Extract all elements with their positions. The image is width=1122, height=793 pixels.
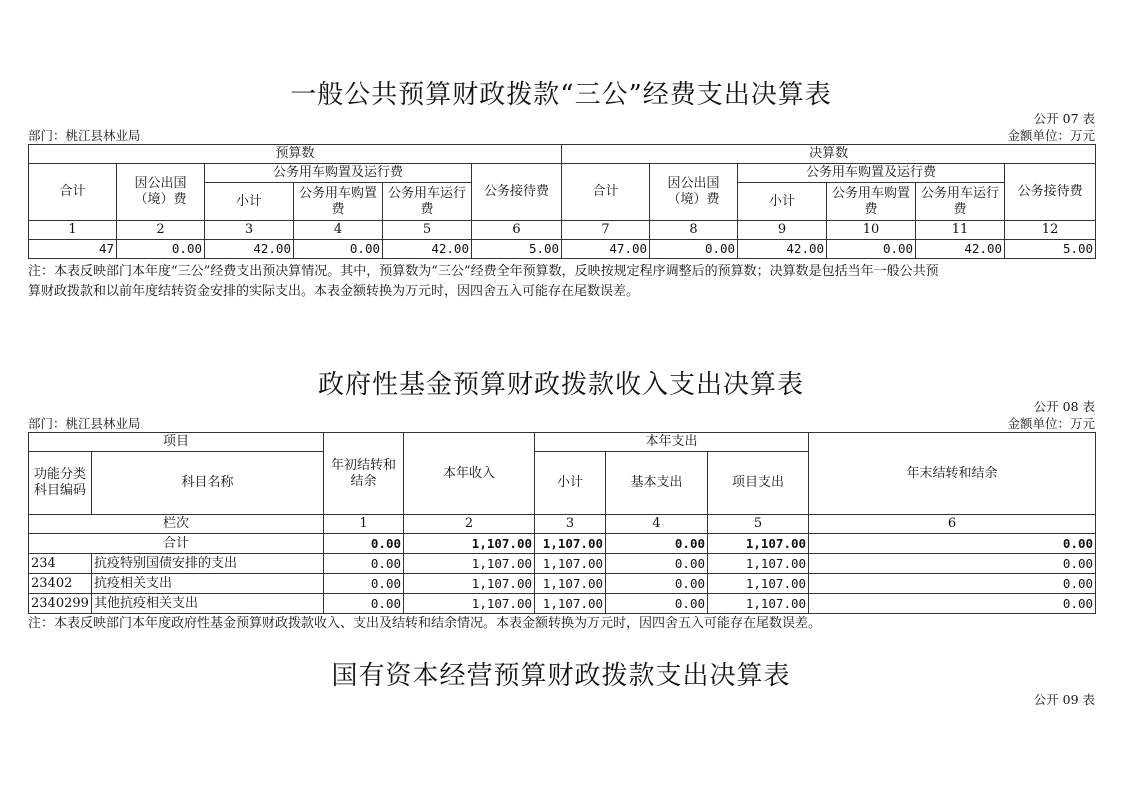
- col-number: 2: [117, 221, 205, 240]
- table07-dept: 部门：桃江县林业局: [28, 128, 141, 143]
- value-cell: 0.00: [606, 574, 708, 594]
- row-code: 23402: [29, 574, 92, 594]
- table09-code: 公开 09 表: [1033, 692, 1095, 707]
- hdr-reception: 公务接待费: [1005, 164, 1096, 221]
- col-number: 2: [404, 515, 535, 534]
- value-cell: 1,107.00: [708, 574, 809, 594]
- value-cell: 0.00: [294, 240, 383, 259]
- value-cell: 0.00: [606, 534, 708, 554]
- hdr-purchase: 公务用车购置费: [294, 183, 383, 221]
- col-number: 4: [606, 515, 708, 534]
- hdr-income: 本年收入: [404, 433, 535, 515]
- hdr-subtotal: 小计: [738, 183, 827, 221]
- row-name: 抗疫相关支出: [92, 574, 324, 594]
- col-number: 3: [205, 221, 294, 240]
- value-cell: 0.00: [606, 554, 708, 574]
- value-cell: 0.00: [324, 554, 404, 574]
- table07-note: [28, 262, 1098, 302]
- value-cell: 5.00: [1005, 240, 1096, 259]
- value-cell: 0.00: [606, 594, 708, 614]
- hdr-abroad: 因公出国（境）费: [650, 164, 738, 221]
- hdr-operation: 公务用车运行费: [383, 183, 472, 221]
- table08-code: 公开 08 表: [1033, 399, 1095, 414]
- col-number: 1: [324, 515, 404, 534]
- hdr-subtotal: 小计: [535, 452, 606, 515]
- table-row: [29, 594, 1096, 614]
- table08-title: 政府性基金预算财政拨款收入支出决算表: [317, 370, 804, 400]
- row-code: 234: [29, 554, 92, 574]
- value-cell: 42.00: [738, 240, 827, 259]
- hdr-reception: 公务接待费: [472, 164, 562, 221]
- hdr-name: 科目名称: [92, 452, 324, 515]
- group-final: 决算数: [562, 145, 1096, 164]
- value-cell: 42.00: [916, 240, 1005, 259]
- table-row-total: [29, 534, 1096, 554]
- col-number: 4: [294, 221, 383, 240]
- table07-code: 公开 07 表: [1033, 111, 1095, 126]
- row-name: 抗疫特别国债安排的支出: [92, 554, 324, 574]
- group-budget: 预算数: [29, 145, 562, 164]
- value-cell: 1,107.00: [404, 534, 535, 554]
- table-row: [29, 574, 1096, 594]
- col-number: 11: [916, 221, 1005, 240]
- hdr-code: 功能分类科目编码: [29, 452, 92, 515]
- table08-unit: 金额单位：万元: [1007, 416, 1095, 431]
- table08: [28, 432, 1096, 614]
- hdr-vehicle: 公务用车购置及运行费: [738, 164, 1005, 183]
- table07-title: 一般公共预算财政拨款“三公”经费支出决算表: [290, 80, 832, 110]
- row-name: 合计: [29, 534, 324, 554]
- col-number: 8: [650, 221, 738, 240]
- hdr-basic: 基本支出: [606, 452, 708, 515]
- col-number: 1: [29, 221, 117, 240]
- table07-unit: 金额单位：万元: [1007, 128, 1095, 143]
- hdr-subtotal: 小计: [205, 183, 294, 221]
- hdr-item: 项目: [29, 433, 324, 452]
- table07-note-line1: 注：本表反映部门本年度“三公”经费支出预决算情况。其中，预算数为“三公”经费全年预算数，反映按规定程序调整后的预算数；决算数是包括当年一般公共预: [28, 264, 939, 279]
- value-cell: 47: [29, 240, 117, 259]
- value-cell: 0.00: [809, 554, 1096, 574]
- table08-note: 注：本表反映部门本年度政府性基金预算财政拨款收入、支出及结转和结余情况。本表金额转换为万元时，因四舍五入可能存在尾数误差。: [28, 616, 822, 631]
- value-cell: 0.00: [324, 574, 404, 594]
- row-code: 2340299: [29, 594, 92, 614]
- col-number: 3: [535, 515, 606, 534]
- value-cell: 42.00: [205, 240, 294, 259]
- value-cell: 0.00: [809, 534, 1096, 554]
- col-number: 6: [472, 221, 562, 240]
- hdr-begin: 年初结转和结余: [324, 433, 404, 515]
- col-number: 7: [562, 221, 650, 240]
- value-cell: 1,107.00: [535, 554, 606, 574]
- col-number: 9: [738, 221, 827, 240]
- hdr-purchase: 公务用车购置费: [827, 183, 916, 221]
- table07-note-line2: 算财政拨款和以前年度结转资金安排的实际支出。本表金额转换为万元时，因四舍五入可能存在尾数误差。: [28, 284, 640, 299]
- value-cell: 0.00: [324, 594, 404, 614]
- value-cell: 0.00: [324, 534, 404, 554]
- row-name: 其他抗疫相关支出: [92, 594, 324, 614]
- col-number: 5: [383, 221, 472, 240]
- value-cell: 0.00: [827, 240, 916, 259]
- table-row: [29, 554, 1096, 574]
- hdr-total: 合计: [562, 164, 650, 221]
- value-cell: 1,107.00: [708, 534, 809, 554]
- value-cell: 1,107.00: [708, 594, 809, 614]
- value-cell: 0.00: [809, 574, 1096, 594]
- value-cell: 1,107.00: [535, 594, 606, 614]
- col-number: 10: [827, 221, 916, 240]
- hdr-total: 合计: [29, 164, 117, 221]
- value-cell: 1,107.00: [535, 534, 606, 554]
- value-cell: 0.00: [650, 240, 738, 259]
- col-number: 5: [708, 515, 809, 534]
- value-cell: 1,107.00: [535, 574, 606, 594]
- value-cell: 1,107.00: [708, 554, 809, 574]
- table07: [28, 144, 1096, 259]
- value-cell: 5.00: [472, 240, 562, 259]
- hdr-end: 年末结转和结余: [809, 433, 1096, 515]
- col-number: 12: [1005, 221, 1096, 240]
- table09-title: 国有资本经营预算财政拨款支出决算表: [331, 661, 791, 691]
- value-cell: 47.00: [562, 240, 650, 259]
- table08-dept: 部门：桃江县林业局: [28, 416, 141, 431]
- hdr-project: 项目支出: [708, 452, 809, 515]
- value-cell: 1,107.00: [404, 594, 535, 614]
- value-cell: 42.00: [383, 240, 472, 259]
- value-cell: 0.00: [117, 240, 205, 259]
- value-cell: 1,107.00: [404, 554, 535, 574]
- hdr-expense: 本年支出: [535, 433, 809, 452]
- hdr-col-label: 栏次: [29, 515, 324, 534]
- value-cell: 0.00: [809, 594, 1096, 614]
- value-cell: 1,107.00: [404, 574, 535, 594]
- hdr-abroad: 因公出国（境）费: [117, 164, 205, 221]
- hdr-operation: 公务用车运行费: [916, 183, 1005, 221]
- col-number: 6: [809, 515, 1096, 534]
- hdr-vehicle: 公务用车购置及运行费: [205, 164, 472, 183]
